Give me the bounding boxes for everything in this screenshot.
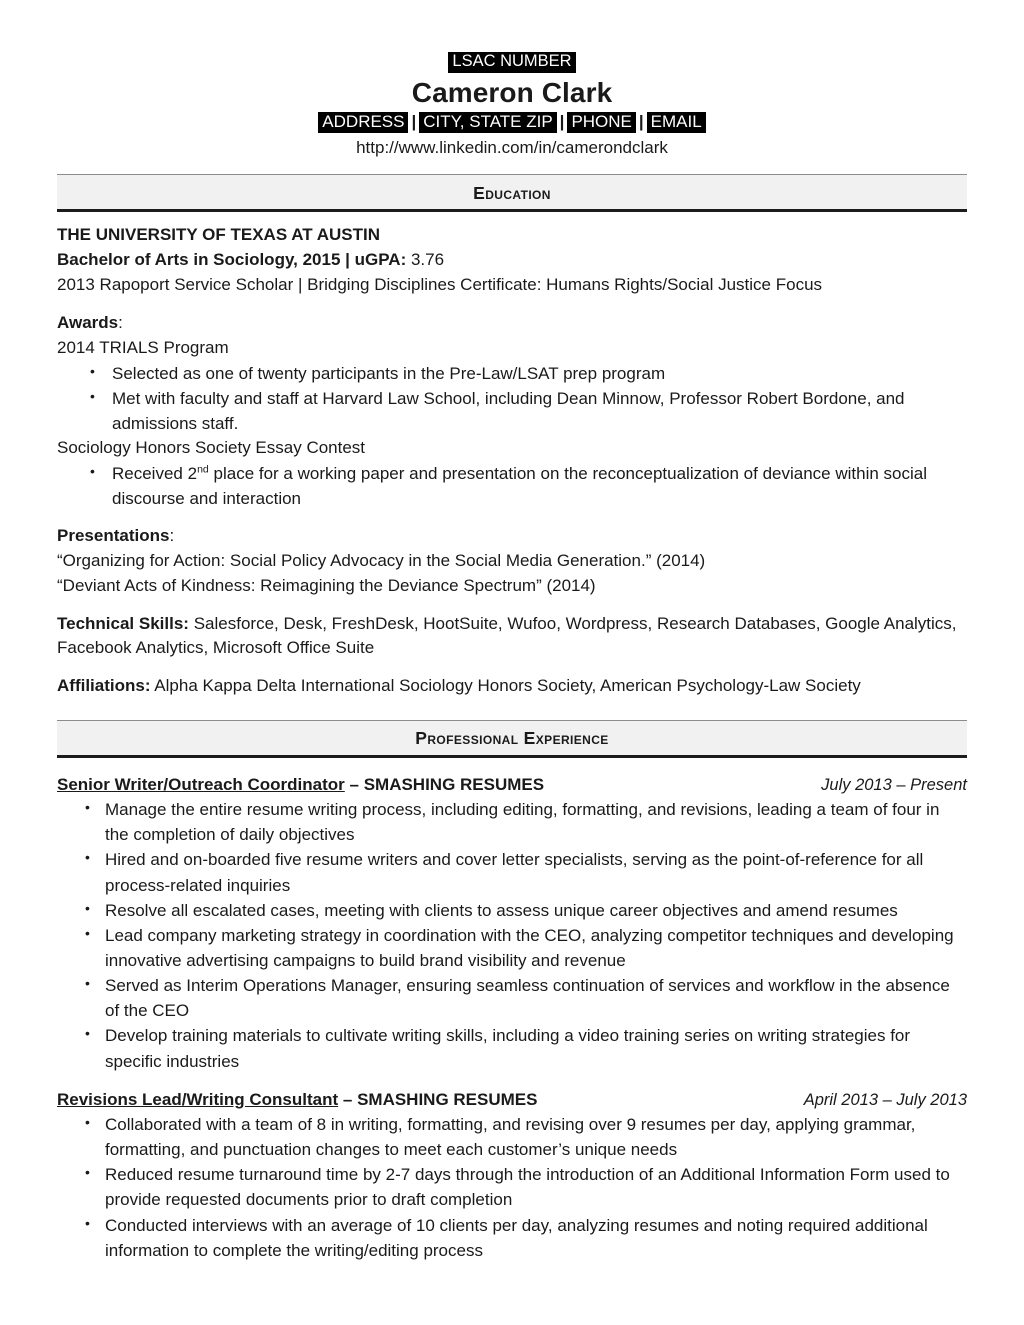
awards-block bbox=[57, 311, 967, 511]
section-title-education: Education bbox=[473, 182, 551, 203]
lsac-number-line bbox=[57, 52, 967, 73]
education-school-block bbox=[57, 223, 967, 297]
list-item bbox=[57, 461, 967, 511]
contact-separator-3: | bbox=[638, 111, 644, 131]
job-header bbox=[57, 1088, 967, 1112]
presentations-heading bbox=[57, 524, 967, 549]
job-title: Revisions Lead/Writing Consultant bbox=[57, 1089, 339, 1109]
section-band-professional-experience bbox=[57, 720, 967, 758]
education-school: THE UNIVERSITY OF TEXAS AT AUSTIN bbox=[57, 225, 381, 245]
technical-skills-block bbox=[57, 612, 967, 662]
job-bullets-1 bbox=[57, 1112, 967, 1263]
award-group-heading-1: Sociology Honors Society Essay Contest bbox=[57, 437, 366, 457]
education-degree bbox=[57, 248, 967, 273]
email-placeholder: EMAIL bbox=[647, 112, 706, 133]
section-title-professional-experience: Professional Experience bbox=[415, 728, 609, 749]
presentations-block bbox=[57, 524, 967, 598]
award-bullet-pre: Received 2 bbox=[112, 463, 198, 483]
address-placeholder: ADDRESS bbox=[318, 112, 408, 133]
job-company: SMASHING RESUMES bbox=[357, 1089, 538, 1109]
affiliations-block bbox=[57, 674, 967, 699]
list-item: • Develop training materials to cultivate writing skills, including a video training series on writing strategies for specific industries bbox=[57, 1023, 967, 1073]
section-band-education bbox=[57, 174, 967, 212]
job-title: Senior Writer/Outreach Coordinator bbox=[57, 774, 345, 794]
professional-experience-body bbox=[57, 773, 967, 1263]
job-title-company bbox=[57, 1088, 537, 1112]
list-item: • Lead company marketing strategy in coordination with the CEO, analyzing competitor techniques and developing innovative advertising campaigns to build brand visibility and revenue bbox=[57, 923, 967, 973]
education-honors-line: 2013 Rapoport Service Scholar | Bridging Disciplines Certificate: Humans Rights/Social Justice Focus bbox=[57, 275, 823, 295]
presentation-item: “Deviant Acts of Kindness: Reimagining the Deviance Spectrum” (2014) bbox=[57, 575, 596, 595]
job-company: SMASHING RESUMES bbox=[363, 774, 545, 794]
list-item: • Selected as one of twenty participants in the Pre-Law/LSAT prep program bbox=[57, 361, 967, 386]
education-gpa-value: 3.76 bbox=[410, 250, 445, 270]
job-dates: April 2013 – July 2013 bbox=[803, 1090, 967, 1109]
presentations-label: Presentations bbox=[57, 526, 170, 546]
job-bullets-0 bbox=[57, 797, 967, 1074]
linkedin-url[interactable]: http://www.linkedin.com/in/camerondclark bbox=[356, 138, 668, 158]
candidate-name: Cameron Clark bbox=[411, 76, 613, 108]
job-header bbox=[57, 773, 967, 797]
presentation-item: “Organizing for Action: Social Policy Advocacy in the Social Media Generation.” (2014) bbox=[57, 550, 706, 570]
award-bullet-post: place for a working paper and presentation on the reconceptualization of deviance within social discourse and interaction bbox=[112, 463, 928, 508]
presentations-label-colon: : bbox=[169, 526, 175, 546]
technical-skills-label: Technical Skills: bbox=[57, 613, 189, 633]
job-dates: July 2013 – Present bbox=[821, 775, 967, 794]
contact-line bbox=[57, 112, 967, 133]
list-item: • Conducted interviews with an average of 10 clients per day, analyzing resumes and noting required additional information to complete the writing/editing process bbox=[57, 1213, 967, 1263]
affiliations-value: Alpha Kappa Delta International Sociology Honors Society, American Psychology-Law Society bbox=[154, 676, 861, 696]
city-state-zip-placeholder: CITY, STATE ZIP bbox=[419, 112, 556, 133]
affiliations-label: Affiliations: bbox=[57, 676, 151, 696]
resume-header bbox=[57, 0, 967, 158]
awards-heading bbox=[57, 311, 967, 336]
lsac-number-placeholder: LSAC NUMBER bbox=[448, 52, 575, 73]
award-group-heading-0: 2014 TRIALS Program bbox=[57, 337, 229, 357]
awards-label-colon: : bbox=[118, 312, 123, 332]
contact-separator-2: | bbox=[559, 111, 565, 131]
list-item: • Collaborated with a team of 8 in writing, formatting, and revising over 9 resumes per day, applying grammar, formatting, and punctuation changes to meet each customer’s unique needs bbox=[57, 1112, 967, 1162]
award-bullet-ordinal-suffix: nd bbox=[197, 463, 209, 476]
education-degree-label: Bachelor of Arts in Sociology, 2015 | uGPA: bbox=[57, 250, 407, 270]
technical-skills-value: Salesforce, Desk, FreshDesk, HootSuite, Wufoo, Wordpress, Research Databases, Google Analytics, Facebook Analytics, Microsoft Office Suite bbox=[57, 613, 957, 658]
contact-separator-1: | bbox=[411, 111, 417, 131]
award-bullets-0 bbox=[57, 361, 967, 436]
list-item: • Manage the entire resume writing process, including editing, formatting, and revisions, leading a team of four in the completion of daily objectives bbox=[57, 797, 967, 847]
list-item: • Reduced resume turnaround time by 2-7 days through the introduction of an Additional Information Form used to provide requested documents prior to draft completion bbox=[57, 1162, 967, 1212]
phone-placeholder: PHONE bbox=[567, 112, 635, 133]
job-title-company bbox=[57, 773, 544, 797]
education-section-body bbox=[57, 223, 967, 699]
awards-label: Awards bbox=[57, 312, 119, 332]
award-bullets-1 bbox=[57, 461, 967, 511]
list-item: • Hired and on-boarded five resume writers and cover letter specialists, serving as the point-of-reference for all process-related inquiries bbox=[57, 847, 967, 897]
job-company-separator: – bbox=[344, 774, 364, 794]
job-company-separator: – bbox=[338, 1089, 358, 1109]
list-item: • Resolve all escalated cases, meeting with clients to assess unique career objectives and amend resumes bbox=[57, 898, 967, 923]
list-item: • Served as Interim Operations Manager, ensuring seamless continuation of services and workflow in the absence of the CEO bbox=[57, 973, 967, 1023]
list-item: • Met with faculty and staff at Harvard Law School, including Dean Minnow, Professor Robert Bordone, and admissions staff. bbox=[57, 386, 967, 436]
